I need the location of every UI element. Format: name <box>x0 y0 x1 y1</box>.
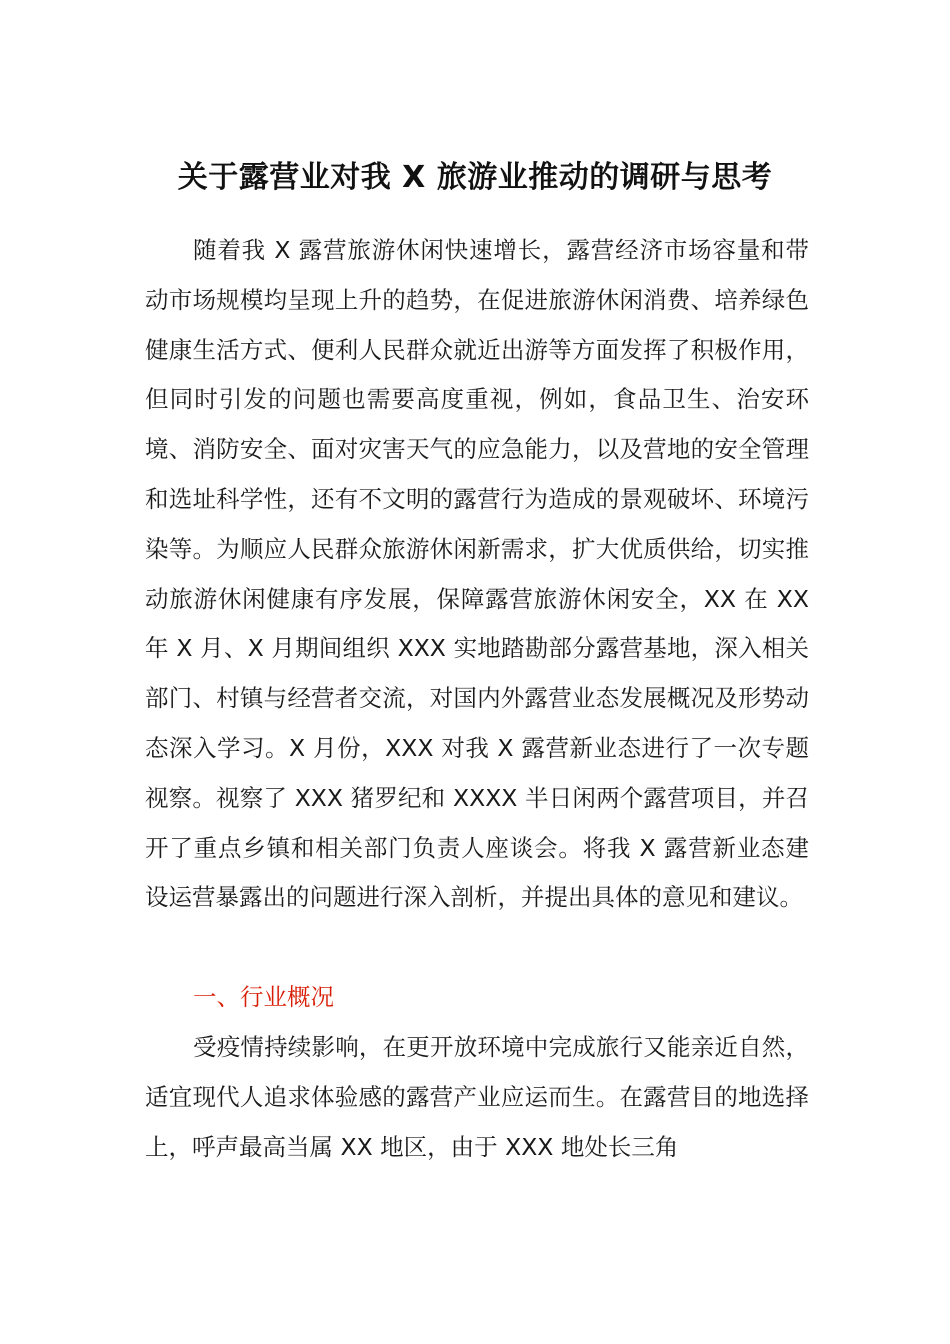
document-title: 关于露营业对我 X 旅游业推动的调研与思考 <box>177 160 773 195</box>
intro-paragraph: 随着我 X 露营旅游休闲快速增长，露营经济市场容量和带动市场规模均呈现上升的趋势，在促进旅游休闲消费、培养绿色健康生活方式、便利人民群众就近出游等方面发挥了积极作用，但同时引发的问题也需要高度重视，例如，食品卫生、治安环境、消防安全、面对灾害天气的应急能力，以及营地的安全管理和选址科学性，还有不文明的露营行为造成的景观破坏、环境污染等。为顺应人民群众旅游休闲新需求，扩大优质供给，切实推动旅游休闲健康有序发展，保障露营旅游休闲安全，XX 在 XX 年 X 月、X 月期间组织 XXX 实地踏勘部分露营基地，深入相关部门、村镇与经营者交流，对国内外露营业态发展概况及形势动态深入学习。X 月份，XXX 对我 X 露营新业态进行了一次专题视察。视察了 XXX 猪罗纪和 XXXX 半日闲两个露营项目，并召开了重点乡镇和相关部门负责人座谈会。将我 X 露营新业态建设运营暴露出的问题进行深入剖析，并提出具体的意见和建议。 <box>145 236 809 912</box>
overview-paragraph: 受疫情持续影响，在更开放环境中完成旅行又能亲近自然，适宜现代人追求体验感的露营产业应运而生。在露营目的地选择上，呼声最高当属 XX 地区，由于 XXX 地处长三角 <box>145 1033 809 1161</box>
section-heading-industry-overview: 一、行业概况 <box>193 983 334 1011</box>
